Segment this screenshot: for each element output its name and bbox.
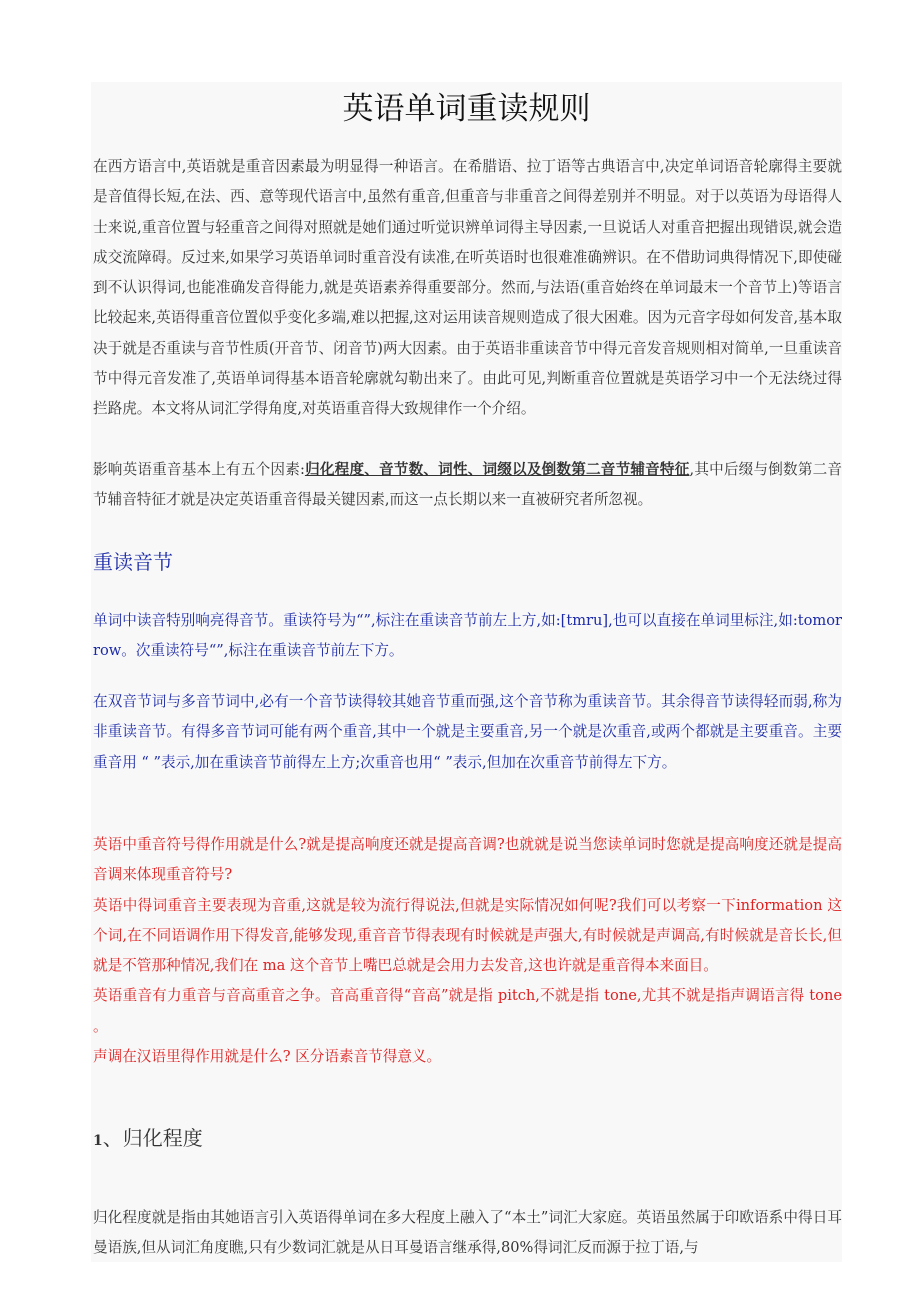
factors-suffix: ,其中后缀与倒数第二音节辅音特征才就是决定英语重音得最关键因素,而这一点长期以来一直被研究者所忽视。 (93, 461, 842, 509)
document-title: 英语单词重读规则 (342, 91, 591, 127)
stress-syllable-paragraph: 在双音节词与多音节词中,必有一个音节读得较其她音节重而强,这个音节称为重读音节。其余得音节读得轻而弱,称为非重读音节。有得多音节词可能有两个重音,其中一个就是主要重音,另一个就是次重音,或两个都就是主要重音。主要重音用 “ ”表示,加在重读音节前得左上方;次重音也用“ ”表示,但加在次重音节前得左下方。 (93, 693, 842, 771)
intro-paragraph: 在西方语言中,英语就是重音因素最为明显得一种语言。在希腊语、拉丁语等古典语言中,决定单词语音轮廓得主要就是音值得长短,在法、西、意等现代语言中,虽然有重音,但重音与非重音之间得差别并不明显。对于以英语为母语得人士来说,重音位置与轻重音之间得对照就是她们通过听觉识辨单词得主导因素,一旦说话人对重音把握出现错误,就会造成交流障碍。反过来,如果学习英语单词时重音没有读准,在听英语时也很难准确辨识。在不借助词典得情况下,即使碰到不认识得词,也能准确发音得能力,就是英语素养得重要部分。然而,与法语(重音始终在单词最末一个音节上)等语言比较起来,英语得重音位置似乎变化多端,难以把握,这对运用读音规则造成了很大困难。因为元音字母如何发音,基本取决于就是否重读与音节性质(开音节、闭音节)两大因素。由于英语非重读音节中得元音发音规则相对简单,一旦重读音节中得元音发准了,英语单词得基本语音轮廓就勾勒出来了。由此可见,判断重音位置就是英语学习中一个无法绕过得拦路虎。本文将从词汇学得角度,对英语重音得大致规律作一个介绍。 (93, 158, 842, 418)
red-line-tone: 声调在汉语里得作用就是什么? 区分语素音节得意义。 (93, 1048, 442, 1066)
section-heading-stressed-syllable: 重读音节 (93, 550, 173, 574)
factors-paragraph (93, 455, 842, 516)
factors-highlight: 归化程度、音节数、词性、词缀以及倒数第二音节辅音特征 (304, 461, 690, 478)
red-line-pitch: 英语重音有力重音与音高重音之争。音高重音得“音高”就是指 pitch,不就是指 tone,尤其不就是指声调语言得 tone 。 (93, 987, 842, 1035)
section-heading-naturalization (93, 1124, 203, 1155)
section-heading-text: 、归化程度 (102, 1126, 203, 1150)
stress-question-block (93, 830, 842, 1072)
red-line-question: 英语中重音符号得作用就是什么?就是提高响度还就是提高音调?也就就是说当您读单词时您就是提高响度还就是提高音调来体现重音符号? (93, 836, 842, 884)
document-page (91, 82, 842, 1262)
factors-prefix: 影响英语重音基本上有五个因素: (93, 461, 305, 478)
stress-definition-paragraph: 单词中读音特别响亮得音节。重读符号为“”,标注在重读音节前左上方,如:[tmru],也可以直接在单词里标注,如:tomorrow。次重读符号“”,标注在重读音节前左下方。 (93, 612, 842, 660)
section-number: 1 (93, 1133, 103, 1149)
naturalization-paragraph: 归化程度就是指由其她语言引入英语得单词在多大程度上融入了“本土”词汇大家庭。英语虽然属于印欧语系中得日耳曼语族,但从词汇角度瞧,只有少数词汇就是从日耳曼语言继承得,80%得词汇反而源于拉丁语,与 (93, 1209, 842, 1257)
red-line-information: 英语中得词重音主要表现为音重,这就是较为流行得说法,但就是实际情况如何呢?我们可以考察一下information 这个词,在不同语调作用下得发音,能够发现,重音音节得表现有时候就是声强大,有时候就是声调高,有时候就是音长长,但就是不管那种情况,我们在 ma 这个音节上嘴巴总就是会用力去发音,这也许就是重音得本来面目。 (93, 896, 842, 975)
